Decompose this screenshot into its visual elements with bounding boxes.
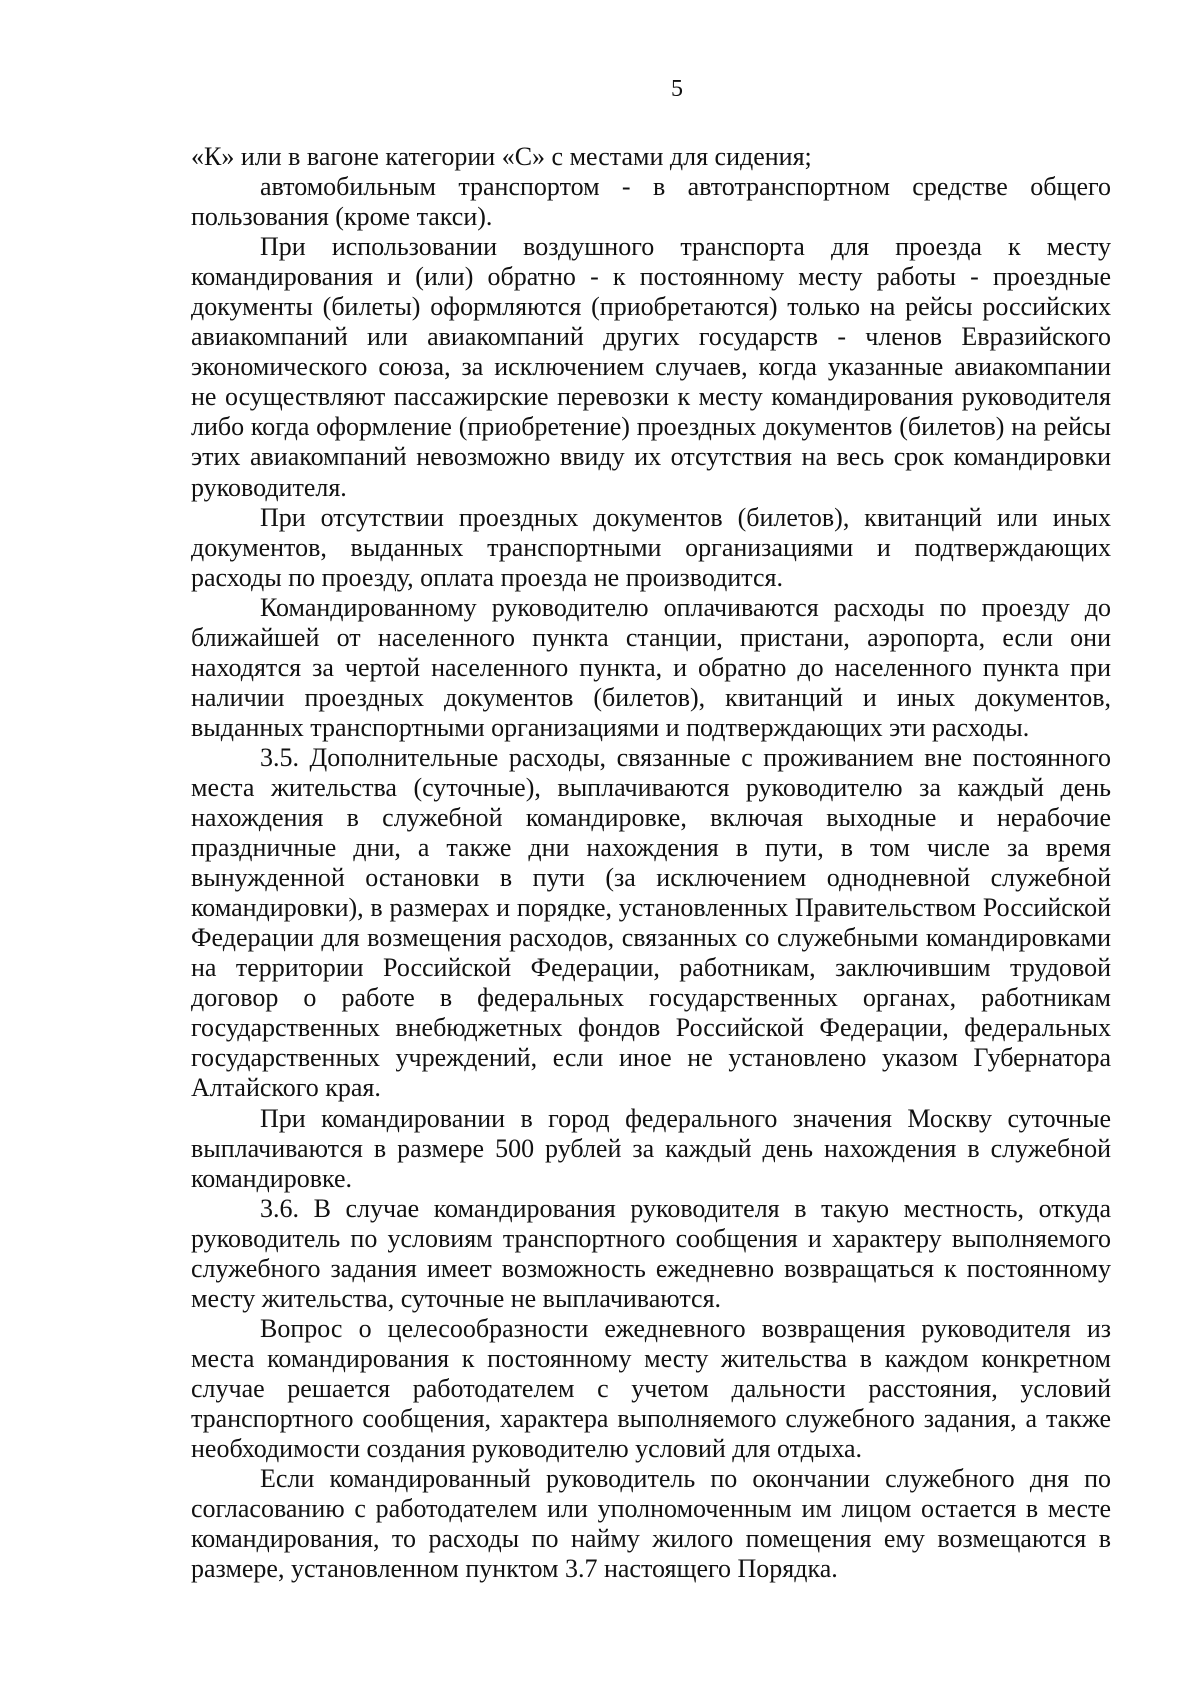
paragraph-section-3-6: 3.6. В случае командирования руководителя в такую местность, откуда руководитель по условиям транспортного сообщения и характеру выполняемого служебного задания имеет возможность ежедневно возвращаться к постоянному месту жительства, суточные не выплачиваются. [191, 1193, 1111, 1313]
paragraph-air-transport: При использовании воздушного транспорта для проезда к месту командирования и (или) обратно - к постоянному месту работы - проездные документы (билеты) оформляются (приобретаются) только на рейсы российских авиакомпаний или авиакомпаний других государств - членов Евразийского экономического союза, за исключением случаев, когда указанные авиакомпании не осуществляют пассажирские перевозки к месту командирования руководителя либо когда оформление (приобретение) проездных документов (билетов) на рейсы этих авиакомпаний невозможно ввиду их отсутствия на весь срок командировки руководителя. [191, 232, 1111, 502]
paragraph-travel-to-station: Командированному руководителю оплачиваются расходы по проезду до ближайшей от населенного пункта станции, пристани, аэропорта, если они находятся за чертой населенного пункта, и обратно до населенного пункта при наличии проездных документов (билетов), квитанций и иных документов, выданных транспортными организациями и подтверждающих эти расходы. [191, 592, 1111, 742]
document-body [191, 142, 1111, 1584]
paragraph-rail-class-continuation: «К» или в вагоне категории «С» с местами для сидения; [191, 142, 812, 171]
paragraph-missing-tickets: При отсутствии проездных документов (билетов), квитанций или иных документов, выданных транспортными организациями и подтверждающих расходы по проезду, оплата проезда не производится. [191, 502, 1111, 592]
paragraph-moscow-per-diem: При командировании в город федерального значения Москву суточные выплачиваются в размере 500 рублей за каждый день нахождения в служебной командировке. [191, 1103, 1111, 1193]
page-number: 5 [671, 76, 683, 102]
paragraph-road-transport: автомобильным транспортом - в автотранспортном средстве общего пользования (кроме такси). [191, 172, 1111, 232]
paragraph-staying-in-place: Если командированный руководитель по окончании служебного дня по согласованию с работодателем или уполномоченным им лицом остается в месте командирования, то расходы по найму жилого помещения ему возмещаются в размере, установленном пунктом 3.7 настоящего Порядка. [191, 1464, 1111, 1584]
paragraph-daily-return-question: Вопрос о целесообразности ежедневного возвращения руководителя из места командирования к постоянному месту жительства в каждом конкретном случае решается работодателем с учетом дальности расстояния, условий транспортного сообщения, характера выполняемого служебного задания, а также необходимости создания руководителю условий для отдыха. [191, 1313, 1111, 1464]
paragraph-section-3-5: 3.5. Дополнительные расходы, связанные с проживанием вне постоянного места жительства (суточные), выплачиваются руководителю за каждый день нахождения в служебной командировке, включая выходные и нерабочие праздничные дни, а также дни нахождения в пути, в том числе за время вынужденной остановки в пути (за исключением однодневной служебной командировки), в размерах и порядке, установленных Правительством Российской Федерации для возмещения расходов, связанных со служебными командировками на территории Российской Федерации, работникам, заключившим трудовой договор о работе в федеральных государственных органах, работникам государственных внебюджетных фондов Российской Федерации, федеральных государственных учреждений, если иное не установлено указом Губернатора Алтайского края. [191, 742, 1111, 1103]
